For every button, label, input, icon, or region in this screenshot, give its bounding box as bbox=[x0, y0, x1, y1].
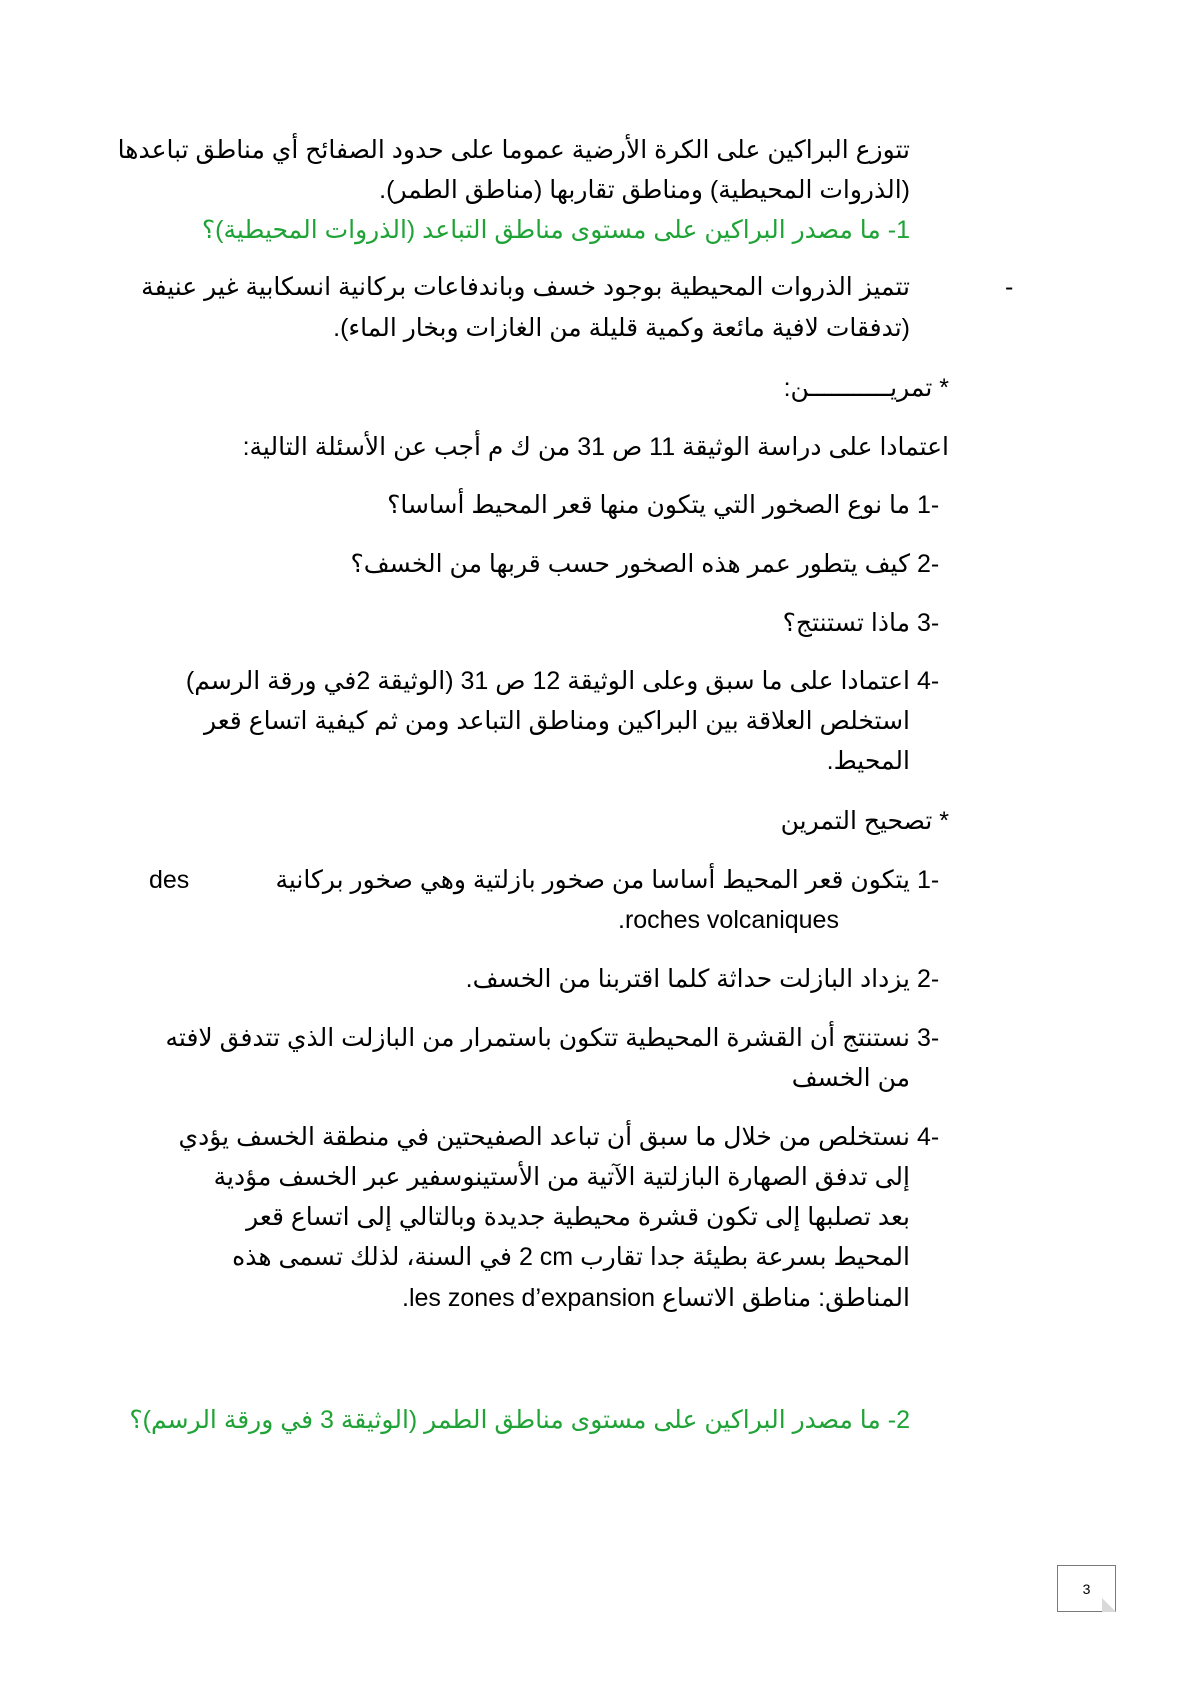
answer-4-line-3: بعد تصلبها إلى تكون قشرة محيطية جديدة وبالتالي إلى اتساع قعر bbox=[246, 1203, 910, 1231]
answer-4-line-4 bbox=[232, 1242, 910, 1272]
answer-3-line-2: من الخسف bbox=[791, 1064, 910, 1092]
intro-line-1: تتوزع البراكين على الكرة الأرضية عموما على حدود الصفائح أي مناطق تباعدها bbox=[117, 136, 910, 164]
answer-4-line-1: نستخلص من خلال ما سبق أن تباعد الصفيحتين في منطقة الخسف يؤدي bbox=[178, 1123, 910, 1151]
exercise-q1-number: 1- bbox=[917, 491, 940, 519]
exercise-q3-number: 3- bbox=[917, 609, 940, 637]
answer-3-line-1: نستنتج أن القشرة المحيطية تتكون باستمرار من البازلت الذي تتدفق لافته bbox=[165, 1024, 910, 1052]
question-2-heading: 2- ما مصدر البراكين على مستوى مناطق الطمر (الوثيقة 3 في ورقة الرسم)؟ bbox=[129, 1406, 910, 1434]
ridges-line-1: تتميز الذروات المحيطية بوجود خسف وباندفاعات بركانية انسكابية غير عنيفة bbox=[141, 273, 910, 301]
answer-1-french-start: des bbox=[149, 866, 190, 894]
answer-4-line-2: إلى تدفق الصهارة البازلتية الآتية من الأستينوسفير عبر الخسف مؤدية bbox=[213, 1163, 910, 1191]
exercise-q4-line-1: اعتمادا على ما سبق وعلى الوثيقة 12 ص 31 (الوثيقة 2في ورقة الرسم) bbox=[185, 667, 910, 695]
page-corner-fold-icon bbox=[1102, 1598, 1116, 1612]
exercise-q1: ما نوع الصخور التي يتكون منها قعر المحيط أساسا؟ bbox=[387, 491, 910, 519]
exercise-q3: ماذا تستنتج؟ bbox=[782, 609, 910, 637]
correction-title: * تصحيح التمرين bbox=[780, 807, 949, 835]
exercise-q4-line-2: استخلص العلاقة بين البراكين ومناطق التباعد ومن ثم كيفية اتساع قعر bbox=[203, 707, 910, 735]
exercise-intro: اعتمادا على دراسة الوثيقة 11 ص 31 من ك م أجب عن الأسئلة التالية: bbox=[242, 433, 949, 461]
ridges-line-2: (تدفقات لافية مائعة وكمية قليلة من الغازات وبخار الماء). bbox=[333, 314, 910, 342]
answer-4-line-4-start: المحيط بسرعة بطيئة جدا تقارب bbox=[580, 1243, 910, 1271]
answer-4-line-5-arabic: المناطق: مناطق الاتساع bbox=[661, 1284, 910, 1312]
answer-4-line-5 bbox=[402, 1283, 910, 1313]
answer-1-line-1: يتكون قعر المحيط أساسا من صخور بازلتية وهي صخور بركانية bbox=[275, 866, 910, 894]
exercise-title: * تمريـــــــــــن: bbox=[783, 374, 949, 402]
answer-4-unit: 2 cm bbox=[518, 1243, 574, 1271]
answer-4-line-4-end: في السنة، لذلك تسمى هذه bbox=[232, 1243, 512, 1271]
exercise-q2-number: 2- bbox=[917, 550, 940, 578]
answer-1-line-2: .roches volcaniques bbox=[618, 906, 839, 934]
page-number bbox=[1057, 1565, 1116, 1612]
answer-3-number: 3- bbox=[917, 1024, 940, 1052]
answer-4-number: 4- bbox=[917, 1123, 940, 1151]
dash-bullet: - bbox=[1005, 273, 1014, 301]
answer-2-number: 2- bbox=[917, 965, 940, 993]
intro-line-2: (الذروات المحيطية) ومناطق تقاربها (مناطق الطمر). bbox=[379, 176, 910, 204]
question-1-heading: 1- ما مصدر البراكين على مستوى مناطق التباعد (الذروات المحيطية)؟ bbox=[201, 216, 910, 244]
page-number-text: 3 bbox=[1082, 1580, 1091, 1597]
exercise-q4-number: 4- bbox=[917, 667, 940, 695]
answer-2: يزداد البازلت حداثة كلما اقتربنا من الخسف. bbox=[465, 965, 910, 993]
answer-4-line-5-french: .les zones d’expansion bbox=[402, 1284, 655, 1312]
answer-1-number: 1- bbox=[917, 866, 940, 894]
exercise-q2: كيف يتطور عمر هذه الصخور حسب قربها من الخسف؟ bbox=[350, 550, 910, 578]
exercise-q4-line-3: المحيط. bbox=[826, 747, 910, 775]
